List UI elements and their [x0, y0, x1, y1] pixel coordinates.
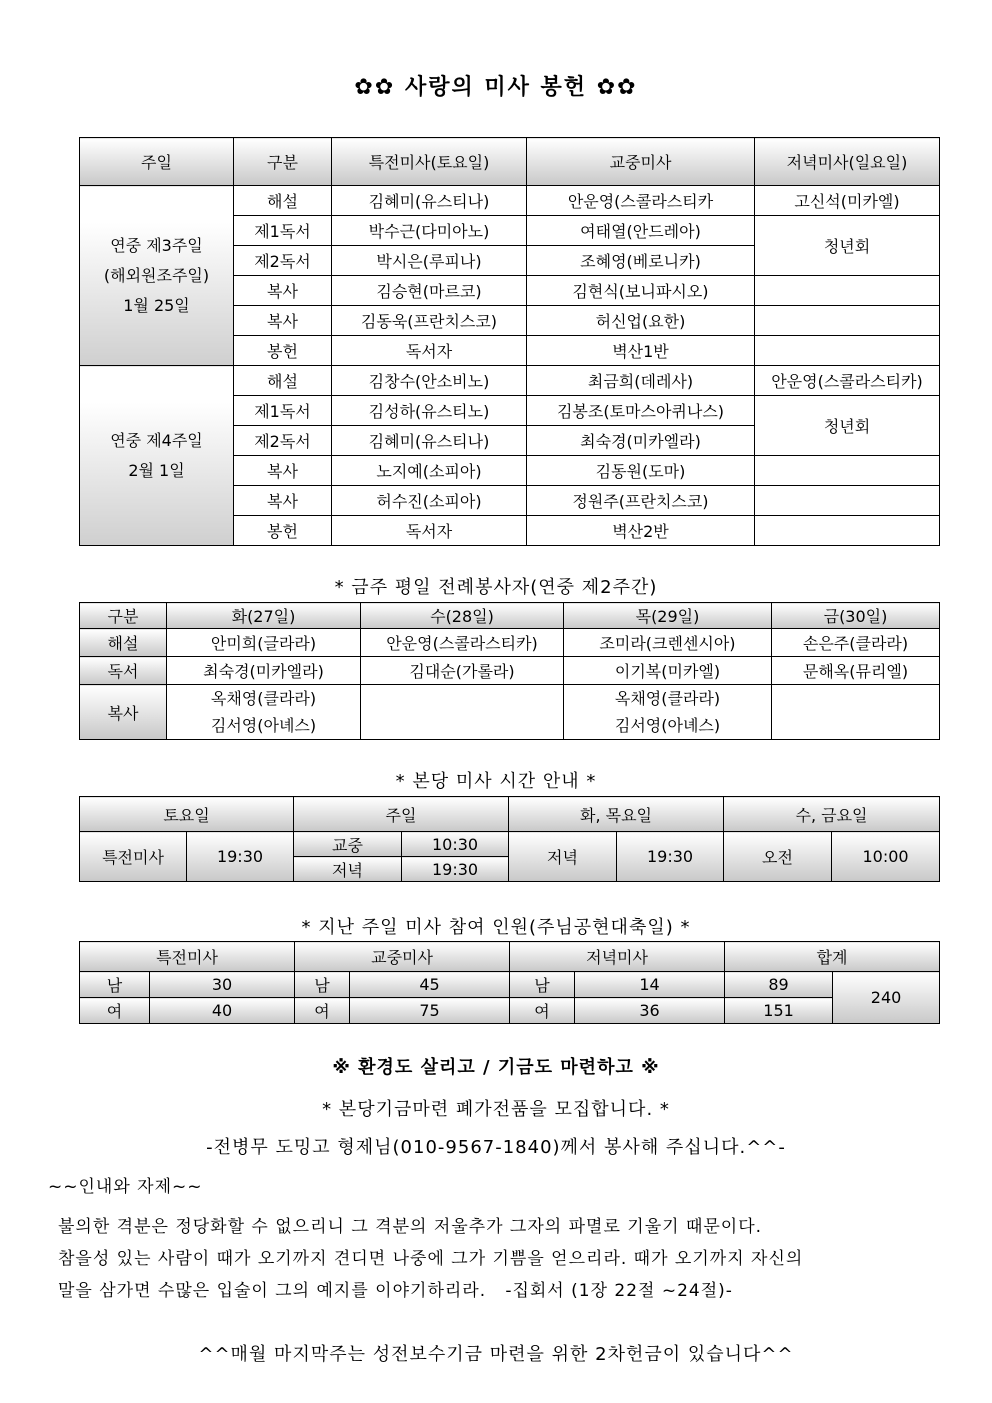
- mass-time: 19:30: [402, 857, 509, 882]
- person-cell: 최금희(데레사): [527, 366, 755, 396]
- role-cell: 제2독서: [234, 246, 332, 276]
- col-header: 특전미사: [80, 942, 295, 972]
- mass-time: 19:30: [187, 832, 294, 882]
- role-cell: 해설: [80, 629, 167, 657]
- person-cell: [564, 685, 772, 740]
- sunday-subtitle: (해외원조주일): [103, 265, 210, 285]
- role-cell: 봉헌: [234, 336, 332, 366]
- person-cell: 벽산1반: [527, 336, 755, 366]
- person-cell: 안운영(스콜라스티카): [361, 629, 564, 657]
- person-cell: 조미라(크렌센시아): [564, 629, 772, 657]
- mass-time: 10:00: [832, 832, 940, 882]
- mass-type: 오전: [724, 832, 832, 882]
- gender-label: 여: [80, 998, 150, 1024]
- role-cell: 제1독서: [234, 396, 332, 426]
- count-cell: 40: [150, 998, 295, 1024]
- role-cell: 복사: [234, 276, 332, 306]
- sunday-cell-3rd: [80, 186, 234, 366]
- sunday-date: 2월 1일: [128, 460, 185, 480]
- guide-line: 말을 삼가면 수많은 입술이 그의 예지를 이야기하리라. -집회서 (1장 22절 ~24절)-: [58, 1281, 733, 1301]
- sunday-name: 연중 제4주일: [110, 430, 203, 450]
- person-cell: 김동원(도마): [527, 456, 755, 486]
- role-cell: 독서: [80, 657, 167, 685]
- role-cell: 봉헌: [234, 516, 332, 546]
- person-cell: 김대순(가롤라): [361, 657, 564, 685]
- sunday-date: 1월 25일: [123, 295, 190, 315]
- count-cell: 89: [725, 972, 833, 998]
- mass-type: 특전미사: [80, 832, 187, 882]
- guide-line: 불의한 격분은 정당화할 수 없으리니 그 격분의 저울추가 그자의 파멸로 기울기 때문이다.: [58, 1217, 763, 1237]
- person-cell: 허수진(소피아): [332, 486, 527, 516]
- empty-cell: [755, 456, 940, 486]
- role-cell: 제1독서: [234, 216, 332, 246]
- col-header-category: 구분: [234, 138, 332, 186]
- person-cell: 김성하(유스티노): [332, 396, 527, 426]
- sunday-name: 연중 제3주일: [110, 235, 203, 255]
- count-cell: 75: [350, 998, 510, 1024]
- person-cell: 최숙경(미카엘라): [167, 657, 361, 685]
- person-cell: 이기복(미카엘): [564, 657, 772, 685]
- role-cell: 제2독서: [234, 426, 332, 456]
- person-cell: 조혜영(베로니카): [527, 246, 755, 276]
- person-cell: 정원주(프란치스코): [527, 486, 755, 516]
- person-name: 옥채영(클라라): [210, 689, 317, 708]
- mass-time: 10:30: [402, 832, 509, 857]
- empty-cell: [755, 276, 940, 306]
- mass-type: 저녁: [509, 832, 617, 882]
- col-header: 금(30일): [772, 603, 940, 629]
- empty-cell: [755, 336, 940, 366]
- mass-times-table: [79, 796, 940, 882]
- person-cell: 박수근(다미아노): [332, 216, 527, 246]
- gender-label: 여: [295, 998, 350, 1024]
- notice-volunteer: -전병무 도밍고 형제님(010-9567-1840)께서 봉사해 주십니다.^^-: [206, 1137, 786, 1158]
- person-cell: 김창수(안소비노): [332, 366, 527, 396]
- person-cell: 독서자: [332, 336, 527, 366]
- person-cell: 고신석(미카엘): [755, 186, 940, 216]
- person-cell: 문해옥(뮤리엘): [772, 657, 940, 685]
- person-cell: 손은주(클라라): [772, 629, 940, 657]
- col-header-sunday: 주일: [294, 797, 509, 832]
- gender-label: 남: [510, 972, 575, 998]
- person-cell: [167, 685, 361, 740]
- person-cell: 최숙경(미카엘라): [527, 426, 755, 456]
- col-header: 합계: [725, 942, 940, 972]
- count-cell: 45: [350, 972, 510, 998]
- role-cell: 복사: [234, 456, 332, 486]
- col-header-saturday: 토요일: [80, 797, 294, 832]
- role-cell: 복사: [234, 486, 332, 516]
- total-cell: 240: [833, 972, 940, 1024]
- person-name: 김서영(아녜스): [210, 716, 317, 735]
- count-cell: 151: [725, 998, 833, 1024]
- col-header: 저녁미사: [510, 942, 725, 972]
- col-header-wed-fri: 수, 금요일: [724, 797, 940, 832]
- person-name: 김서영(아녜스): [614, 716, 721, 735]
- person-cell: 김현식(보니파시오): [527, 276, 755, 306]
- count-cell: 30: [150, 972, 295, 998]
- weekday-servers-table: [79, 602, 940, 740]
- guide-line: 참을성 있는 사람이 때가 오기까지 견디면 나중에 그가 기쁨을 얻으리라. 때가 오기까지 자신의: [58, 1249, 804, 1269]
- person-cell: 김봉조(토마스아퀴나스): [527, 396, 755, 426]
- person-cell: 독서자: [332, 516, 527, 546]
- mass-time: 19:30: [617, 832, 724, 882]
- count-cell: 14: [575, 972, 725, 998]
- person-cell: 박시은(루피나): [332, 246, 527, 276]
- person-cell: 김동욱(프란치스코): [332, 306, 527, 336]
- gender-label: 남: [80, 972, 150, 998]
- col-header-sunday: 주일: [80, 138, 234, 186]
- col-header-tue-thu: 화, 목요일: [509, 797, 724, 832]
- youth-cell: 청년회: [755, 396, 940, 456]
- footer-notice: ^^매월 마지막주는 성전보수기금 마련을 위한 2차헌금이 있습니다^^: [198, 1344, 794, 1365]
- count-cell: 36: [575, 998, 725, 1024]
- col-header: 수(28일): [361, 603, 564, 629]
- sunday-cell-4th: [80, 366, 234, 546]
- col-header: 구분: [80, 603, 167, 629]
- person-cell: 안운영(스콜라스티카): [755, 366, 940, 396]
- person-cell: 김혜미(유스티나): [332, 186, 527, 216]
- col-header-main-mass: 교중미사: [527, 138, 755, 186]
- person-cell: 노지예(소피아): [332, 456, 527, 486]
- empty-cell: [772, 685, 940, 740]
- mass-type: 교중: [294, 832, 402, 857]
- guide-title: ~~인내와 자제~~: [48, 1177, 203, 1197]
- mass-type: 저녁: [294, 857, 402, 882]
- mass-offering-table: [79, 137, 940, 546]
- person-cell: 허신업(요한): [527, 306, 755, 336]
- empty-cell: [755, 306, 940, 336]
- person-cell: 여태열(안드레아): [527, 216, 755, 246]
- col-header: 화(27일): [167, 603, 361, 629]
- person-name: 옥채영(클라라): [614, 689, 721, 708]
- empty-cell: [361, 685, 564, 740]
- person-cell: 안운영(스콜라스티카: [527, 186, 755, 216]
- col-header: 교중미사: [295, 942, 510, 972]
- empty-cell: [755, 516, 940, 546]
- role-cell: 해설: [234, 366, 332, 396]
- col-header-saturday-mass: 특전미사(토요일): [332, 138, 527, 186]
- notice-environment: ※ 환경도 살리고 / 기금도 마련하고 ※: [332, 1057, 660, 1078]
- person-cell: 벽산2반: [527, 516, 755, 546]
- gender-label: 여: [510, 998, 575, 1024]
- attendance-table: [79, 941, 940, 1024]
- col-header: 목(29일): [564, 603, 772, 629]
- mass-times-title: * 본당 미사 시간 안내 *: [395, 771, 597, 792]
- person-cell: 김승현(마르코): [332, 276, 527, 306]
- person-cell: 김혜미(유스티나): [332, 426, 527, 456]
- empty-cell: [755, 486, 940, 516]
- gender-label: 남: [295, 972, 350, 998]
- role-cell: 복사: [234, 306, 332, 336]
- role-cell: 복사: [80, 685, 167, 740]
- attendance-title: * 지난 주일 미사 참여 인원(주님공현대축일) *: [301, 917, 691, 938]
- person-cell: 안미희(글라라): [167, 629, 361, 657]
- notice-appliance-collection: * 본당기금마련 폐가전품을 모집합니다. *: [322, 1099, 670, 1120]
- col-header-evening-mass: 저녁미사(일요일): [755, 138, 940, 186]
- youth-cell: 청년회: [755, 216, 940, 276]
- page-title: ✿✿ 사랑의 미사 봉헌 ✿✿: [354, 75, 638, 100]
- weekday-servers-title: * 금주 평일 전례봉사자(연중 제2주간): [334, 577, 658, 598]
- role-cell: 해설: [234, 186, 332, 216]
